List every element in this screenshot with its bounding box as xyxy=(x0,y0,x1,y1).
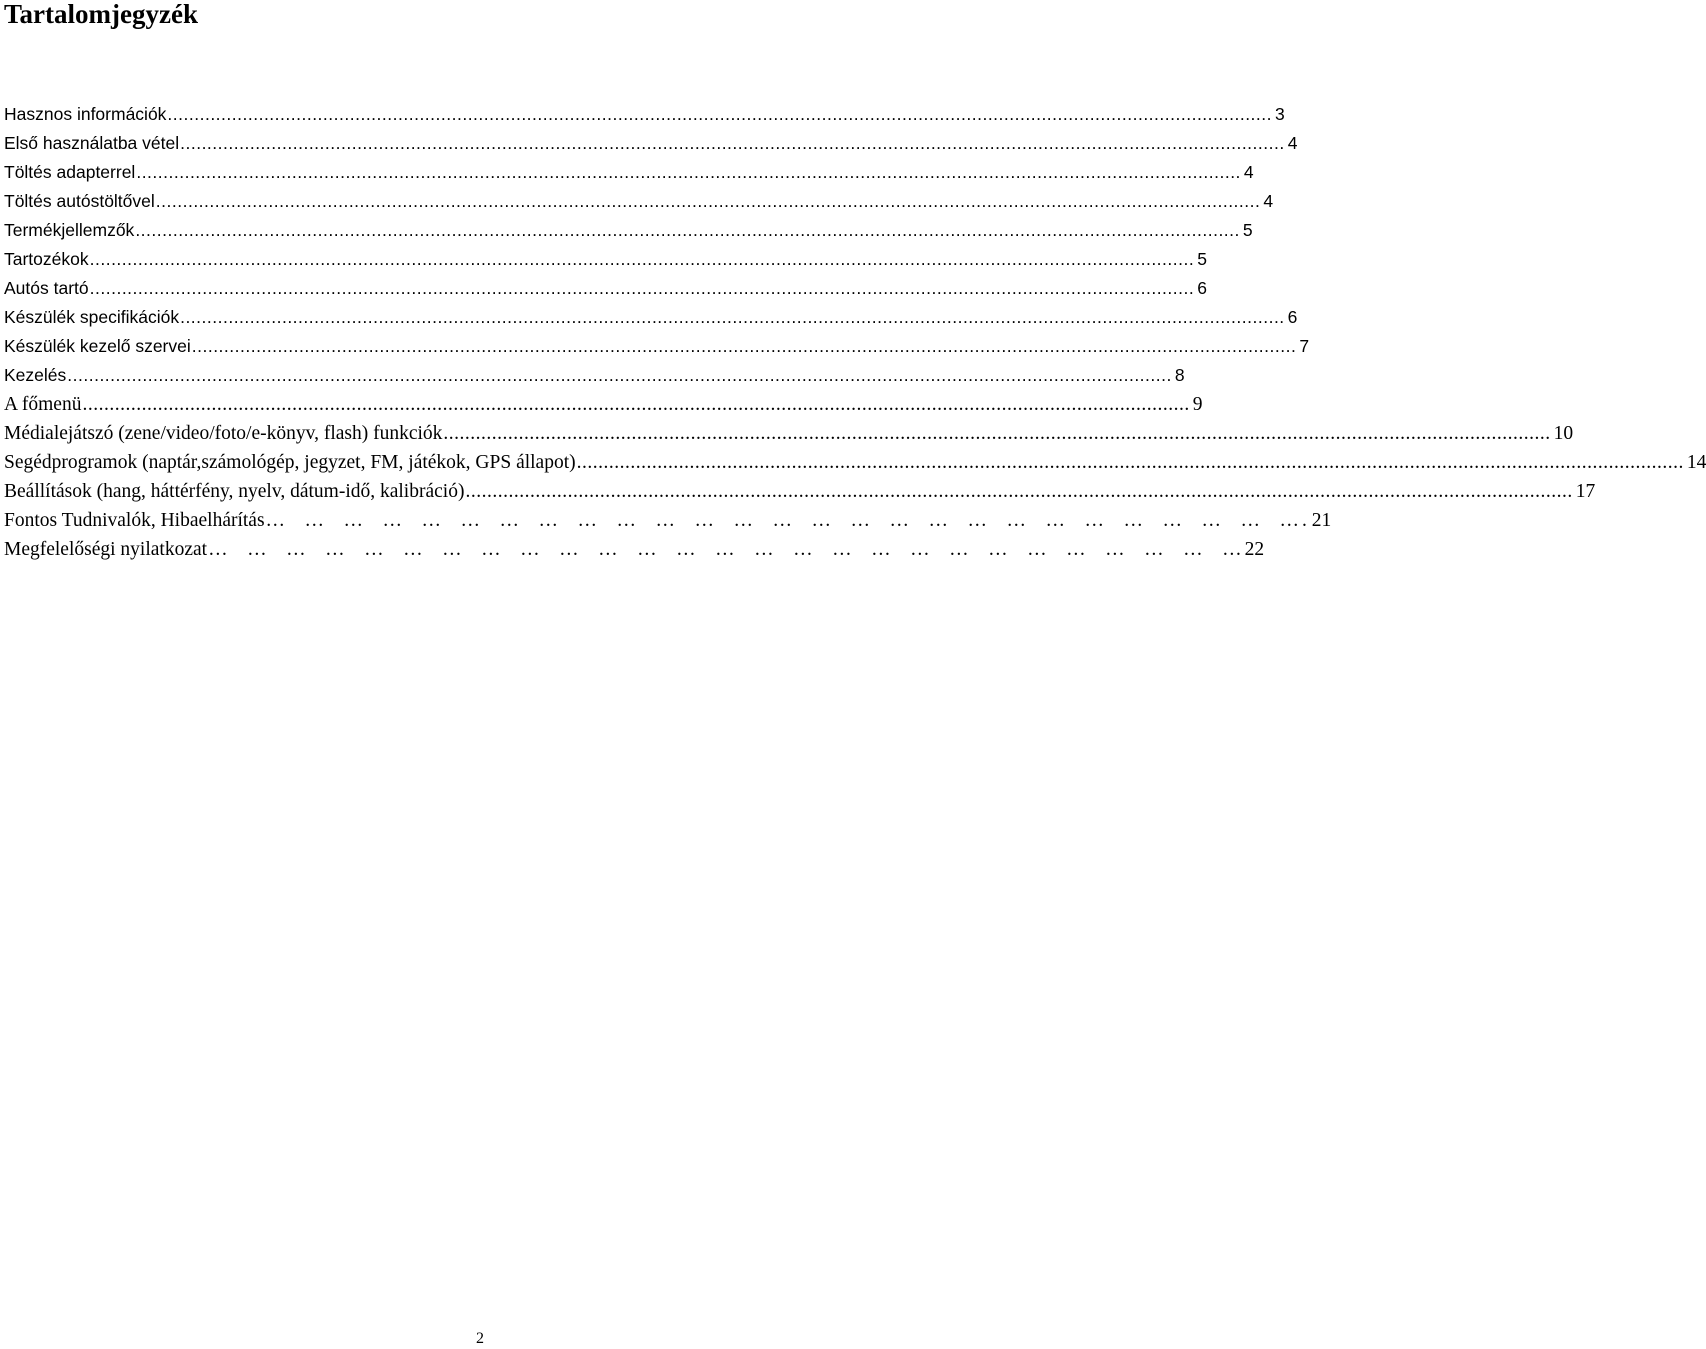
toc-dot-leader xyxy=(82,390,1189,419)
toc-entry-label: Megfelelőségi nyilatkozat xyxy=(4,539,208,560)
toc-dot-leader xyxy=(90,245,1195,274)
toc-entry-page: 6 xyxy=(1197,278,1207,298)
toc-entry[interactable] xyxy=(4,535,1265,564)
toc-dot-leader xyxy=(90,274,1195,303)
toc-entry[interactable] xyxy=(4,158,1254,187)
toc-entry-label: Beállítások (hang, háttérfény, nyelv, dátum-idő, kalibráció) xyxy=(4,481,465,502)
toc-dot-leader xyxy=(67,361,1172,390)
toc-entry[interactable] xyxy=(4,506,1332,535)
toc-entry-label: Tartozékok xyxy=(4,249,89,269)
toc-dot-leader xyxy=(577,448,1684,477)
toc-entry-label: A főmenü xyxy=(4,394,82,415)
toc-entry-label: Fontos Tudnivalók, Hibaelhárítás xyxy=(4,510,265,531)
toc-entry-label: Autós tartó xyxy=(4,278,89,298)
toc-dot-leader xyxy=(156,187,1261,216)
toc-entry[interactable] xyxy=(4,274,1207,303)
toc-dot-leader xyxy=(192,332,1297,361)
toc-entry-page: 22 xyxy=(1244,539,1265,560)
toc-entry-page: 17 xyxy=(1575,481,1596,502)
toc-entry-label: Első használatba vétel xyxy=(4,133,180,153)
toc-entry-page: 8 xyxy=(1174,365,1185,385)
toc-entry[interactable] xyxy=(4,448,1706,477)
toc-entry-label: Töltés adapterrel xyxy=(4,162,136,182)
toc-entry-page: 7 xyxy=(1299,336,1310,356)
toc-entry[interactable] xyxy=(4,129,1298,158)
toc-entry-label: Termékjellemzők xyxy=(4,220,135,240)
toc-dot-leader xyxy=(180,303,1285,332)
toc-entry-page: 4 xyxy=(1243,162,1254,182)
toc-entry-label: Médialejátszó (zene/video/foto/e-könyv, flash) funkciók xyxy=(4,423,443,444)
toc-entry[interactable] xyxy=(4,100,1285,129)
toc-dot-leader xyxy=(180,129,1285,158)
toc-entry-label: Készülék kezelő szervei xyxy=(4,336,191,356)
toc-entry-page: 5 xyxy=(1197,249,1207,269)
toc-entry[interactable] xyxy=(4,361,1185,390)
toc-entry[interactable] xyxy=(4,332,1310,361)
toc-entry-page: 10 xyxy=(1553,423,1574,444)
toc-entry[interactable] xyxy=(4,477,1596,506)
page-number: 2 xyxy=(476,1330,484,1347)
toc-entry[interactable] xyxy=(4,390,1203,419)
toc-entry-label: Töltés autóstöltővel xyxy=(4,191,155,211)
toc-entry-page: 14 xyxy=(1686,452,1706,473)
toc-dot-leader xyxy=(465,477,1572,506)
toc-entry[interactable] xyxy=(4,303,1298,332)
toc-dot-leader xyxy=(266,506,1300,535)
toc-entry-page: . 21 xyxy=(1302,510,1332,531)
toc-entry-page: 6 xyxy=(1287,307,1298,327)
toc-entry-label: Készülék specifikációk xyxy=(4,307,180,327)
toc-dot-leader xyxy=(136,158,1241,187)
toc-entry[interactable] xyxy=(4,245,1207,274)
toc-dot-leader xyxy=(167,100,1272,129)
toc-entry[interactable] xyxy=(4,187,1274,216)
toc-dot-leader xyxy=(208,535,1242,564)
page-title: Tartalomjegyzék xyxy=(4,0,198,29)
toc-entry-page: 3 xyxy=(1275,104,1285,124)
table-of-contents xyxy=(4,100,1706,564)
toc-dot-leader xyxy=(135,216,1240,245)
toc-entry-page: 9 xyxy=(1192,394,1203,415)
toc-entry[interactable] xyxy=(4,216,1253,245)
toc-entry-label: Hasznos információk xyxy=(4,104,167,124)
toc-entry-page: 5 xyxy=(1242,220,1253,240)
toc-entry-page: 4 xyxy=(1263,191,1274,211)
toc-entry-label: Kezelés xyxy=(4,365,67,385)
toc-entry[interactable] xyxy=(4,419,1574,448)
toc-entry-label: Segédprogramok (naptár,számológép, jegyzet, FM, játékok, GPS állapot) xyxy=(4,452,576,473)
toc-dot-leader xyxy=(443,419,1550,448)
toc-entry-page: 4 xyxy=(1287,133,1298,153)
